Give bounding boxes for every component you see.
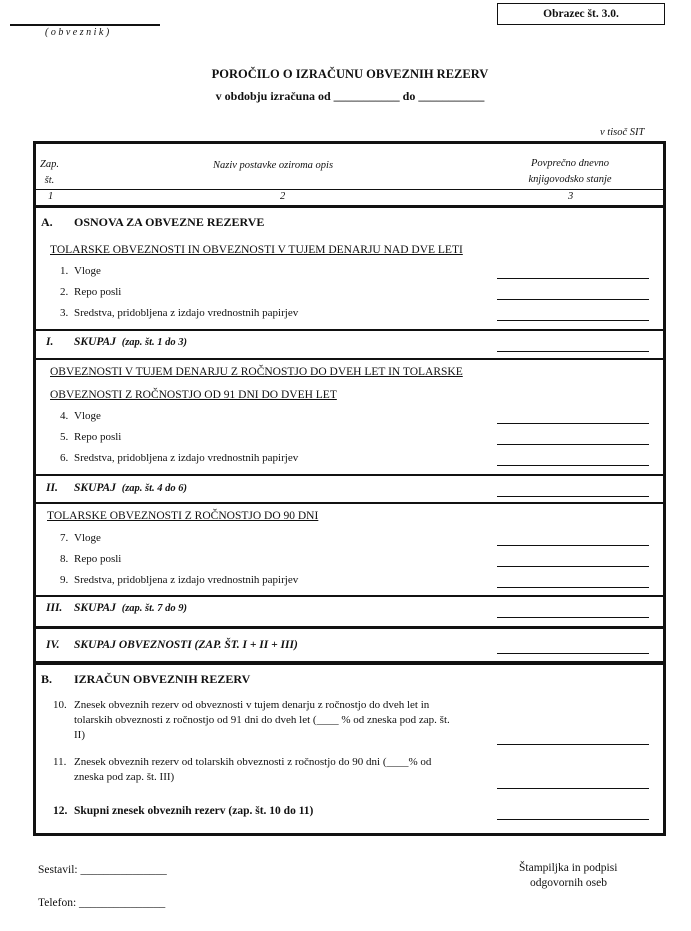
total-num: II. (46, 482, 58, 494)
value-field[interactable] (497, 423, 649, 424)
item-label: Vloge (74, 410, 101, 422)
item-label: Repo posli (74, 286, 122, 298)
item10-line1: Znesek obveznih rezerv od obveznosti v tujem denarju z ročnostjo do dveh let in (74, 699, 430, 711)
group2-heading-line1: OBVEZNOSTI V TUJEM DENARJU Z ROČNOSTJO DO DVEH LET IN TOLARSKE (50, 366, 463, 378)
value-field[interactable] (497, 788, 649, 789)
item-label: Vloge (74, 265, 101, 277)
total-note: (zap. št. 4 do 6) (121, 483, 188, 494)
total-note: (zap. št. 7 do 9) (121, 603, 188, 614)
item-num: 11. (53, 756, 67, 768)
value-field[interactable] (497, 744, 649, 745)
value-field[interactable] (497, 566, 649, 567)
col1-num: 1 (48, 191, 54, 202)
item10-line2: tolarskih obveznosti z ročnostjo od 91 dni do dveh let (____ % od zneska pod zap. št. (74, 714, 450, 726)
value-field[interactable] (497, 278, 649, 279)
section-divider (33, 626, 663, 629)
total-num: III. (46, 602, 63, 614)
grand-total-label: SKUPAJ OBVEZNOSTI (ZAP. ŠT. I + II + III) (74, 639, 298, 651)
section-a-letter: A. (41, 215, 53, 229)
col2-header: Naziv postavke oziroma opis (213, 160, 334, 171)
item-num: 8. (60, 553, 69, 565)
grand-total-num: IV. (46, 639, 60, 651)
header-bottom-rule (33, 205, 663, 208)
value-field[interactable] (497, 545, 649, 546)
item-num: 10. (53, 699, 67, 711)
col3-num: 3 (568, 191, 574, 202)
total-field[interactable] (497, 617, 649, 618)
section-b-title: IZRAČUN OBVEZNIH REZERV (74, 672, 251, 686)
form-id: Obrazec št. 3.0. (543, 8, 619, 20)
item-num: 7. (60, 532, 69, 544)
period-prefix: v obdobju izračuna od (215, 89, 331, 103)
item-label: Vloge (74, 532, 101, 544)
value-field[interactable] (497, 299, 649, 300)
period-to-label: do (402, 89, 416, 103)
group3-heading: TOLARSKE OBVEZNOSTI Z ROČNOSTJO DO 90 DNI (47, 510, 319, 522)
item-label: Sredstva, pridobljena z izdajo vrednostnih papirjev (74, 452, 299, 464)
section-divider (33, 358, 663, 360)
item-num: 4. (60, 410, 69, 422)
section-divider (33, 661, 663, 665)
item-num: 5. (60, 431, 69, 443)
period-line (0, 89, 691, 104)
total-note: (zap. št. 1 do 3) (121, 337, 188, 348)
form-id-box (497, 3, 665, 25)
grand-total-field[interactable] (497, 653, 649, 654)
value-field[interactable] (497, 819, 649, 820)
stamp-label-2: odgovornih oseb (530, 877, 607, 889)
col2-num: 2 (280, 191, 286, 202)
section-a-title: OSNOVA ZA OBVEZNE REZERVE (74, 215, 265, 229)
group1-heading: TOLARSKE OBVEZNOSTI IN OBVEZNOSTI V TUJEM DENARJU NAD DVE LETI (50, 244, 463, 256)
item-num: 3. (60, 307, 69, 319)
section-b-letter: B. (41, 672, 53, 686)
item-label: Repo posli (74, 553, 122, 565)
page-title: POROČILO O IZRAČUNU OBVEZNIH REZERV (211, 67, 489, 81)
total-label (74, 336, 187, 348)
telefon-field[interactable]: Telefon: _______________ (38, 897, 166, 909)
period-to: ___________ (418, 89, 485, 103)
item-num: 12. (53, 805, 68, 817)
header-divider (36, 189, 663, 190)
value-field[interactable] (497, 587, 649, 588)
item-num: 9. (60, 574, 69, 586)
section-divider (33, 502, 663, 504)
total-text: SKUPAJ (74, 336, 116, 348)
item-label: Sredstva, pridobljena z izdajo vrednostnih papirjev (74, 307, 299, 319)
sestavil-field[interactable]: Sestavil: _______________ (38, 864, 167, 876)
item10-line3: II) (74, 729, 85, 741)
item-label: Sredstva, pridobljena z izdajo vrednostnih papirjev (74, 574, 299, 586)
value-field[interactable] (497, 444, 649, 445)
item12-label: Skupni znesek obveznih rezerv (zap. št. 10 do 11) (74, 805, 314, 817)
item11-line1: Znesek obveznih rezerv od tolarskih obveznosti z ročnostjo do 90 dni (____% od (74, 756, 432, 768)
obveznik-line (10, 24, 160, 26)
units-label: v tisoč SIT (600, 127, 645, 138)
item-num: 2. (60, 286, 69, 298)
col1-header: Zap. št. (40, 159, 59, 186)
section-divider (33, 329, 663, 331)
total-field[interactable] (497, 496, 649, 497)
col3-header: Povprečno dnevno knjigovodsko stanje (528, 158, 612, 185)
total-num: I. (46, 336, 54, 348)
item11-line2: zneska pod zap. št. III) (74, 771, 175, 783)
item-num: 6. (60, 452, 69, 464)
total-text: SKUPAJ (74, 482, 116, 494)
item-num: 1. (60, 265, 69, 277)
section-divider (33, 595, 663, 597)
period-from: ___________ (333, 89, 400, 103)
total-label (74, 602, 187, 614)
total-text: SKUPAJ (74, 602, 116, 614)
item-label: Repo posli (74, 431, 122, 443)
value-field[interactable] (497, 465, 649, 466)
stamp-label-1: Štampiljka in podpisi (519, 862, 618, 874)
obveznik-label: ( o b v e z n i k ) (45, 27, 110, 38)
value-field[interactable] (497, 320, 649, 321)
total-label (74, 482, 187, 494)
section-divider (33, 474, 663, 476)
total-field[interactable] (497, 351, 649, 352)
group2-heading-line2: OBVEZNOSTI Z ROČNOSTJO OD 91 DNI DO DVEH LET (50, 389, 337, 401)
